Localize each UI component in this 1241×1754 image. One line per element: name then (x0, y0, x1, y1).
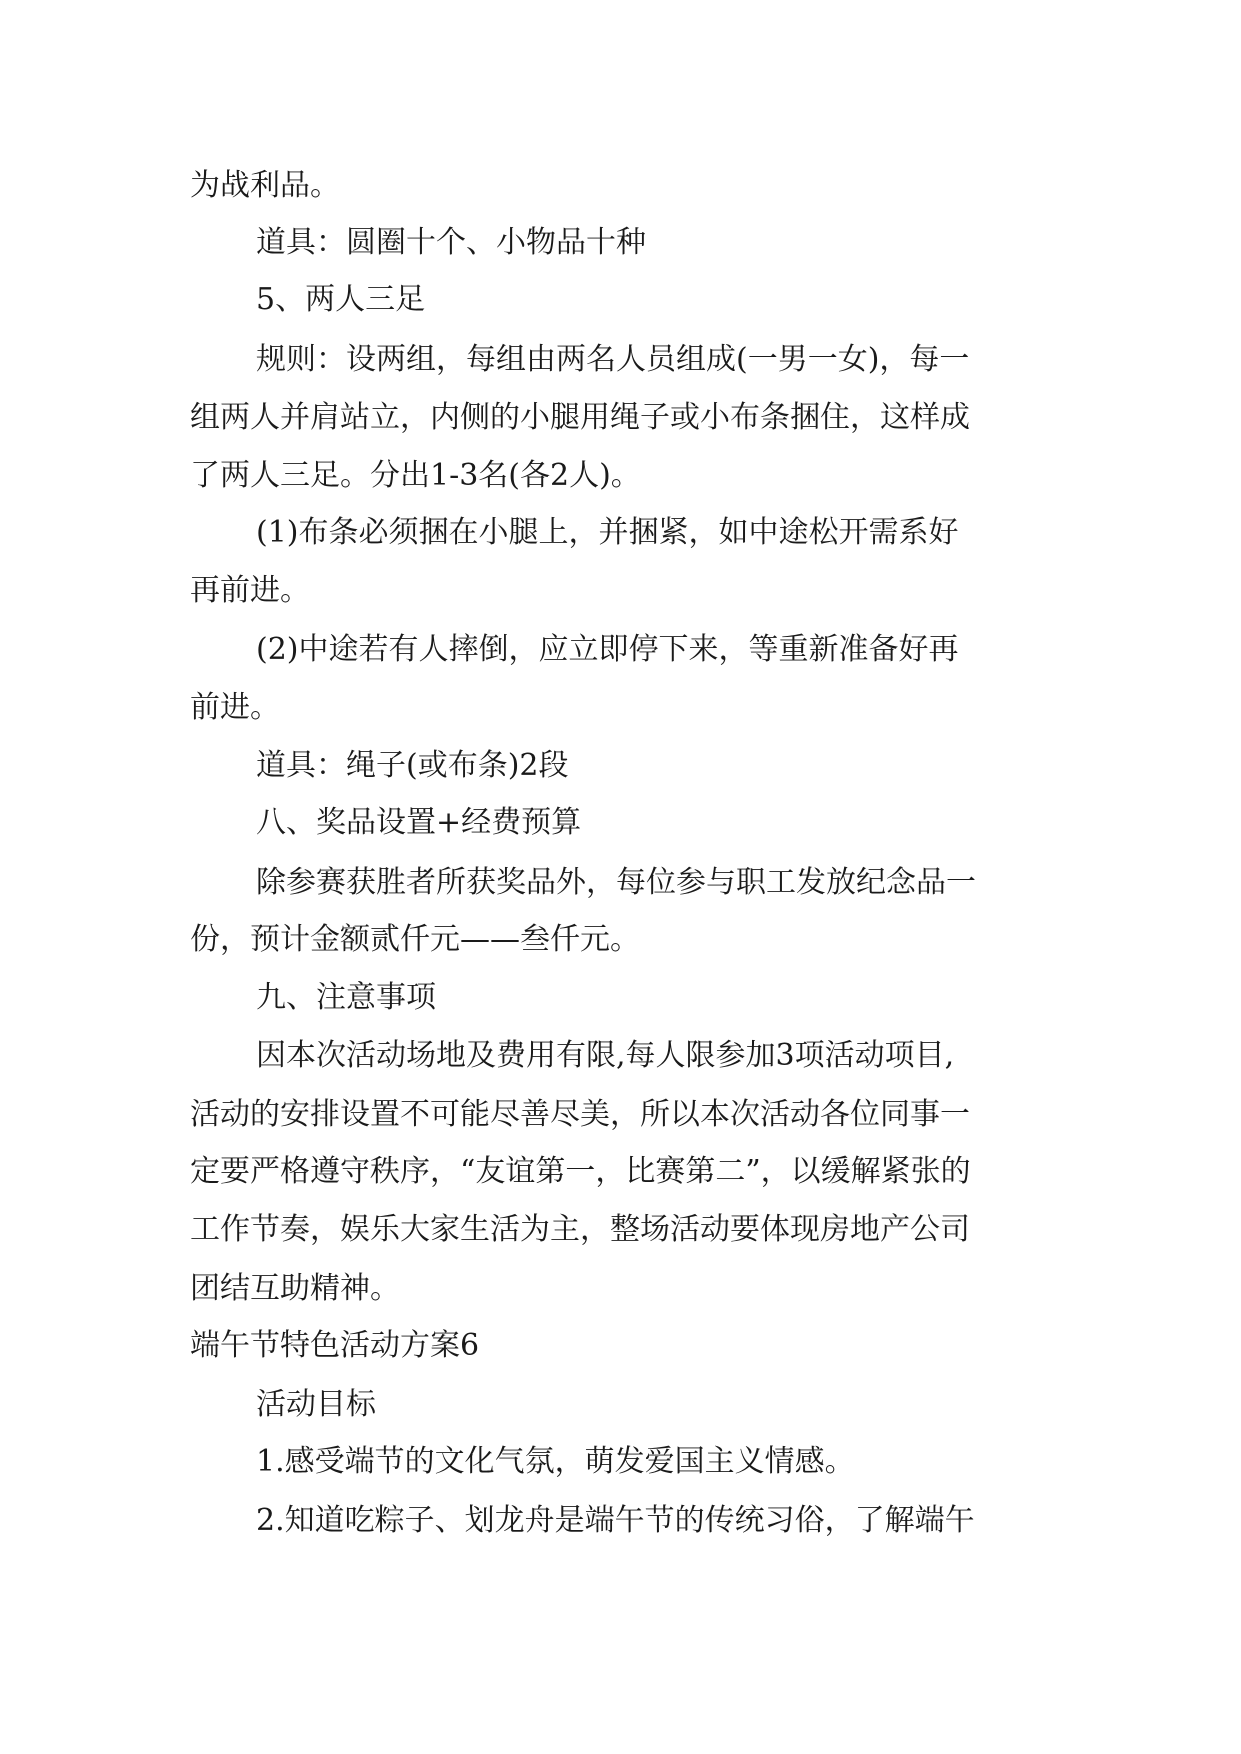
text-line: 份，预计金额贰仟元——叁仟元。 (190, 922, 640, 957)
document-title: 端午节特色活动方案6 (190, 1328, 480, 1363)
text-line: 团结互助精神。 (190, 1271, 400, 1306)
section-heading: 八、奖品设置+经费预算 (256, 805, 582, 840)
section-heading: 活动目标 (256, 1387, 376, 1422)
text-line: (2)中途若有人摔倒，应立即停下来，等重新准备好再 (256, 632, 959, 667)
text-line: 组两人并肩站立，内侧的小腿用绳子或小布条捆住，这样成 (190, 400, 970, 435)
text-line: 道具：绳子(或布条)2段 (256, 748, 569, 783)
text-line: 活动的安排设置不可能尽善尽美，所以本次活动各位同事一 (190, 1097, 970, 1132)
text-line: (1)布条必须捆在小腿上，并捆紧，如中途松开需系好 (256, 515, 959, 550)
text-line: 了两人三足。分出1-3名(各2人)。 (190, 458, 641, 493)
text-line: 工作节奏，娱乐大家生活为主，整场活动要体现房地产公司 (190, 1212, 970, 1247)
text-line: 2.知道吃粽子、划龙舟是端午节的传统习俗，了解端午 (256, 1503, 975, 1538)
text-line: 再前进。 (190, 573, 310, 608)
text-line: 为战利品。 (190, 168, 340, 203)
text-line: 5、两人三足 (256, 282, 426, 317)
text-line: 定要严格遵守秩序，“友谊第一，比赛第二”，以缓解紧张的 (190, 1154, 971, 1189)
text-line: 前进。 (190, 690, 280, 725)
text-line: 因本次活动场地及费用有限,每人限参加3项活动项目, (256, 1038, 955, 1073)
text-line: 规则：设两组，每组由两名人员组成(一男一女)，每一 (256, 342, 970, 377)
text-line: 除参赛获胜者所获奖品外，每位参与职工发放纪念品一 (256, 865, 976, 900)
text-line: 道具：圆圈十个、小物品十种 (256, 225, 646, 260)
section-heading: 九、注意事项 (256, 980, 436, 1015)
text-line: 1.感受端节的文化气氛，萌发爱国主义情感。 (256, 1444, 855, 1479)
